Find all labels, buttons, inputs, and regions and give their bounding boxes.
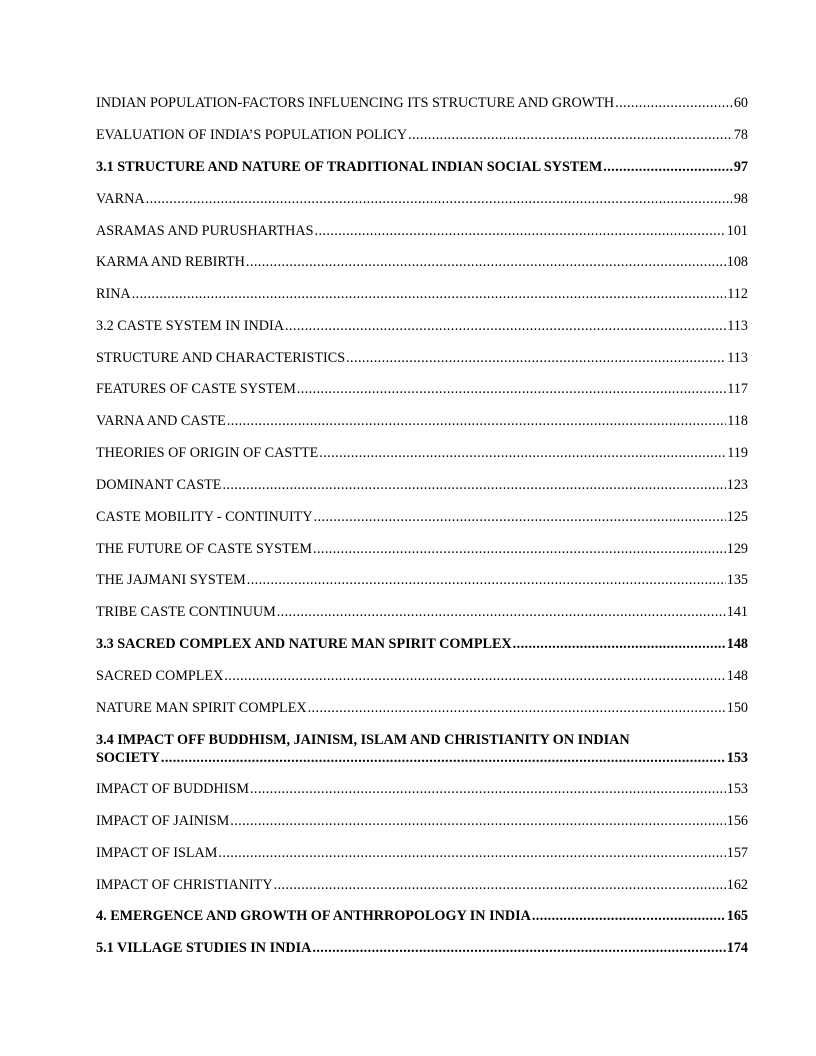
toc-entry[interactable]: [96, 540, 748, 558]
dot-leader: [161, 749, 726, 767]
dot-leader: [513, 635, 726, 653]
dot-leader: [227, 412, 726, 430]
toc-entry-page: 117: [727, 381, 748, 397]
dot-leader: [222, 476, 725, 494]
toc-entry-title: IMPACT OF BUDDHISM: [96, 781, 249, 797]
dot-leader: [250, 780, 726, 798]
dot-leader: [277, 603, 726, 621]
toc-entry-title: DOMINANT CASTE: [96, 477, 222, 493]
toc-entry-page: 129: [726, 541, 748, 557]
toc-entry-title-line1: 3.4 IMPACT OFF BUDDHISM, JAINISM, ISLAM AND CHRISTIANITY ON INDIAN: [96, 732, 630, 748]
toc-entry[interactable]: [96, 253, 748, 271]
dot-leader: [132, 285, 727, 303]
dot-leader: [313, 540, 726, 558]
toc-entry[interactable]: [96, 222, 748, 240]
toc-entry[interactable]: [96, 844, 748, 862]
toc-entry-page: 148: [726, 636, 748, 652]
toc-entry-page: 157: [726, 845, 748, 861]
toc-entry-page: 98: [733, 191, 748, 207]
toc-entry-title: VARNA AND CASTE: [96, 413, 226, 429]
toc-entry-title: 3.1 STRUCTURE AND NATURE OF TRADITIONAL INDIAN SOCIAL SYSTEM: [96, 159, 603, 175]
toc-entry-page: 162: [726, 877, 748, 893]
toc-entry-page: 153: [726, 781, 748, 797]
toc-entry[interactable]: [96, 571, 748, 589]
toc-entry-title: CASTE MOBILITY - CONTINUITY: [96, 509, 313, 525]
toc-entry[interactable]: [96, 412, 748, 430]
toc-entry-page: 97: [733, 159, 748, 175]
dot-leader: [230, 812, 725, 830]
dot-leader: [247, 571, 726, 589]
toc-entry-section[interactable]: [96, 158, 748, 176]
toc-entry-page: 156: [726, 813, 748, 829]
toc-entry-page: 118: [727, 413, 748, 429]
dot-leader: [218, 844, 725, 862]
toc-entry-title: IMPACT OF JAINISM: [96, 813, 230, 829]
toc-entry[interactable]: [96, 380, 748, 398]
toc-entry-title: KARMA AND REBIRTH: [96, 254, 245, 270]
toc-entry[interactable]: [96, 876, 748, 894]
toc-entry-title: 5.1 VILLAGE STUDIES IN INDIA: [96, 940, 312, 956]
toc-entry-title: THE JAJMANI SYSTEM: [96, 572, 246, 588]
toc-entry-page: 125: [726, 509, 748, 525]
toc-entry-title: FEATURES OF CASTE SYSTEM: [96, 381, 296, 397]
dot-leader: [146, 190, 733, 208]
toc-entry[interactable]: [96, 317, 748, 335]
dot-leader: [532, 907, 726, 925]
dot-leader: [274, 876, 726, 894]
toc-entry-page: 123: [726, 477, 748, 493]
toc-entry-page: 113: [727, 318, 748, 334]
toc-entry-page: 135: [726, 572, 748, 588]
toc-entry-title: EVALUATION OF INDIA’S POPULATION POLICY: [96, 127, 408, 143]
dot-leader: [246, 253, 726, 271]
toc-entry-title: IMPACT OF ISLAM: [96, 845, 218, 861]
toc-entry-title: RINA: [96, 286, 131, 302]
toc-entry[interactable]: [96, 94, 748, 112]
dot-leader: [224, 667, 725, 685]
toc-entry[interactable]: [96, 444, 748, 462]
dot-leader: [285, 317, 726, 335]
toc-entry-title-line2-row: [96, 749, 748, 767]
toc-entry-page: 165: [726, 908, 748, 924]
toc-entry-title: TRIBE CASTE CONTINUUM: [96, 604, 276, 620]
toc-entry-page: 150: [726, 700, 748, 716]
toc-entry-title: NATURE MAN SPIRIT COMPLEX: [96, 700, 307, 716]
toc-entry[interactable]: [96, 285, 748, 303]
toc-entry-section[interactable]: [96, 907, 748, 925]
toc-entry[interactable]: [96, 476, 748, 494]
toc-entry-title: STRUCTURE AND CHARACTERISTICS: [96, 350, 346, 366]
toc-entry-title: THEORIES OF ORIGIN OF CASTTE: [96, 445, 319, 461]
toc-entry[interactable]: [96, 349, 748, 367]
toc-entry-title: SACRED COMPLEX: [96, 668, 224, 684]
toc-entry[interactable]: [96, 603, 748, 621]
dot-leader: [408, 126, 733, 144]
toc-entry[interactable]: [96, 780, 748, 798]
toc-entry-title: THE FUTURE OF CASTE SYSTEM: [96, 541, 312, 557]
toc-entry-title: 3.3 SACRED COMPLEX AND NATURE MAN SPIRIT COMPLEX: [96, 636, 512, 652]
toc-entry-page: 119: [727, 445, 748, 461]
toc-entry-title: SOCIETY: [96, 750, 160, 766]
dot-leader: [603, 158, 733, 176]
dot-leader: [346, 349, 726, 367]
toc-entry-title: ASRAMAS AND PURUSHARTHAS: [96, 223, 314, 239]
toc-entry-page: 174: [726, 940, 748, 956]
toc-entry-page: 108: [726, 254, 748, 270]
toc-entry-page: 148: [726, 668, 748, 684]
toc-entry[interactable]: [96, 190, 748, 208]
toc-entry[interactable]: [96, 699, 748, 717]
dot-leader: [312, 939, 725, 957]
toc-entry-page: 153: [726, 750, 748, 766]
toc-entry[interactable]: [96, 812, 748, 830]
toc-entry-section[interactable]: [96, 731, 748, 767]
dot-leader: [315, 222, 726, 240]
toc-entry-title: VARNA: [96, 191, 145, 207]
dot-leader: [319, 444, 726, 462]
toc-entry[interactable]: [96, 508, 748, 526]
toc-entry-page: 112: [727, 286, 748, 302]
toc-entry[interactable]: [96, 667, 748, 685]
dot-leader: [308, 699, 726, 717]
dot-leader: [615, 94, 733, 112]
toc-entry-section[interactable]: [96, 939, 748, 957]
toc-entry-page: 141: [726, 604, 748, 620]
toc-entry-title: INDIAN POPULATION-FACTORS INFLUENCING ITS STRUCTURE AND GROWTH: [96, 95, 615, 111]
toc-entry-section[interactable]: [96, 635, 748, 653]
toc-entry-title: IMPACT OF CHRISTIANITY: [96, 877, 273, 893]
toc-entry[interactable]: [96, 126, 748, 144]
toc-entry-page: 101: [726, 223, 748, 239]
toc-entry-title: 4. EMERGENCE AND GROWTH OF ANTHRROPOLOGY IN INDIA: [96, 908, 531, 924]
toc-entry-title: 3.2 CASTE SYSTEM IN INDIA: [96, 318, 284, 334]
dot-leader: [314, 508, 726, 526]
toc-entry-page: 113: [727, 350, 748, 366]
dot-leader: [297, 380, 726, 398]
toc-entry-page: 60: [733, 95, 748, 111]
toc-entry-page: 78: [733, 127, 748, 143]
